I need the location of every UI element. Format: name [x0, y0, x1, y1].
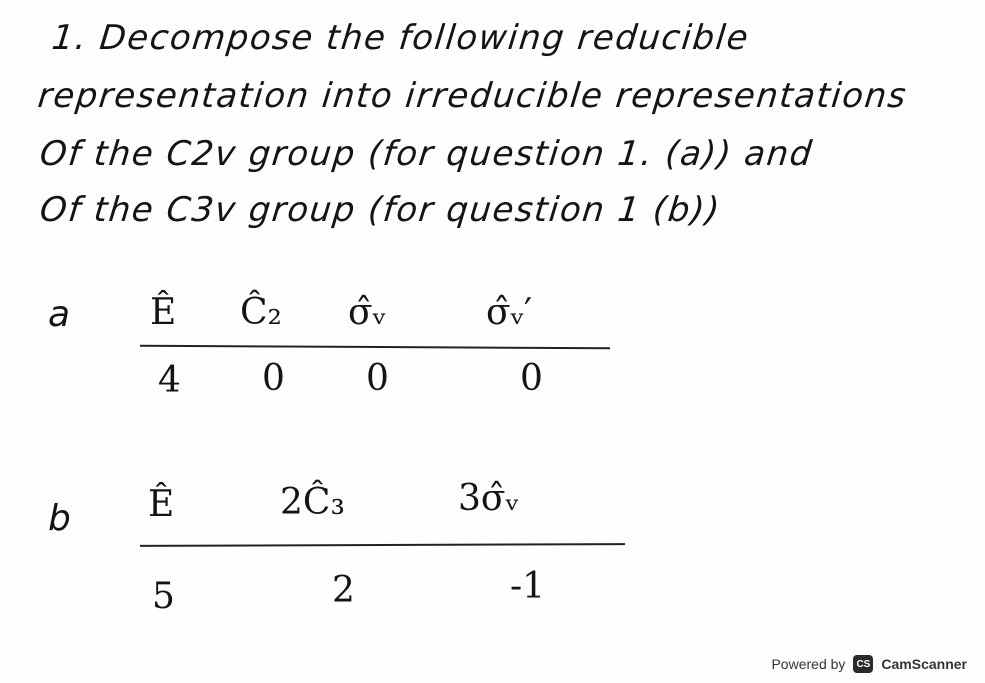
- question-line-4: Of the C3v group (for question 1 (b)): [37, 190, 723, 230]
- part-b-header-2C3: 2Ĉ₃: [280, 482, 345, 523]
- part-a-value-C2: 0: [262, 358, 285, 399]
- part-a-header-sigma-v: σ̂ᵥ: [348, 292, 386, 333]
- part-a-header-sigma-v-prime: σ̂ᵥ′: [486, 292, 533, 333]
- part-a-label: a: [48, 294, 71, 335]
- part-b-header-E: Ê: [148, 484, 175, 525]
- part-b-header-3sigma-v: 3σ̂ᵥ: [458, 478, 519, 519]
- part-a-value-sigma-v: 0: [366, 358, 389, 399]
- part-a-value-sigma-v-prime: 0: [520, 358, 543, 399]
- question-line-3: Of the C2v group (for question 1. (a)) and: [37, 134, 816, 174]
- part-a-header-C2: Ĉ₂: [240, 292, 282, 333]
- camscanner-logo-icon: CS: [853, 655, 873, 673]
- part-b-value-2C3: 2: [332, 570, 355, 611]
- part-b-divider: [140, 543, 625, 547]
- part-a-divider: [140, 345, 610, 349]
- part-a-header-E: Ê: [150, 292, 177, 333]
- question-line-2: representation into irreducible representations: [35, 76, 910, 116]
- camscanner-brand: CamScanner: [881, 656, 967, 672]
- question-line-1: 1. Decompose the following reducible: [49, 18, 752, 58]
- camscanner-watermark: [771, 655, 967, 673]
- powered-by-text: Powered by: [771, 656, 846, 672]
- part-b-value-E: 5: [152, 576, 175, 617]
- part-a-value-E: 4: [158, 360, 181, 401]
- part-b-label: b: [48, 498, 71, 539]
- part-b-value-3sigma-v: -1: [510, 566, 546, 607]
